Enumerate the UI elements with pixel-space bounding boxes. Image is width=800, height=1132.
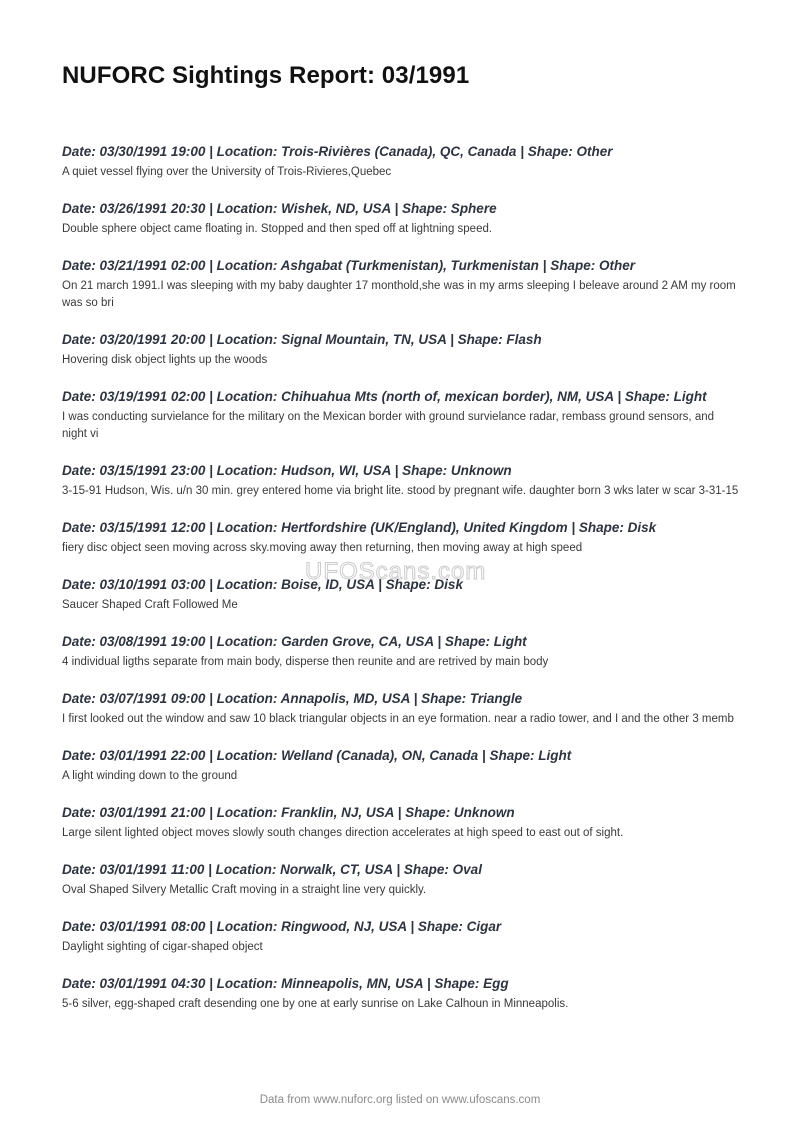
sighting-header: Date: 03/20/1991 20:00 | Location: Signal Mountain, TN, USA | Shape: Flash: [62, 332, 542, 347]
sighting-header: Date: 03/08/1991 19:00 | Location: Garden Grove, CA, USA | Shape: Light: [62, 634, 527, 649]
sighting-entry: [62, 918, 742, 956]
sighting-header: Date: 03/01/1991 04:30 | Location: Minneapolis, MN, USA | Shape: Egg: [62, 976, 509, 991]
watermark: UFOScans.com: [305, 558, 487, 585]
sighting-entry: [62, 519, 742, 557]
sighting-description: 3-15-91 Hudson, Wis. u/n 30 min. grey entered home via bright lite. stood by pregnant wife. daughter born 3 wks later w scar 3-31-15: [62, 485, 739, 497]
sighting-description: A light winding down to the ground: [62, 770, 238, 782]
sighting-header: Date: 03/01/1991 21:00 | Location: Franklin, NJ, USA | Shape: Unknown: [62, 805, 515, 820]
sighting-entry: [62, 975, 742, 1013]
sighting-entry: [62, 576, 742, 614]
sighting-header: Date: 03/21/1991 02:00 | Location: Ashgabat (Turkmenistan), Turkmenistan | Shape: Other: [62, 258, 635, 273]
sighting-header: Date: 03/15/1991 23:00 | Location: Hudson, WI, USA | Shape: Unknown: [62, 463, 512, 478]
sighting-description: On 21 march 1991.I was sleeping with my baby daughter 17 monthold,she was in my arms sleeping I beleave around 2 AM my room was so bri: [62, 280, 736, 309]
sightings-list: [62, 143, 742, 1032]
sighting-entry: [62, 633, 742, 671]
sighting-description: Daylight sighting of cigar-shaped object: [62, 941, 263, 953]
sighting-header: Date: 03/07/1991 09:00 | Location: Annapolis, MD, USA | Shape: Triangle: [62, 691, 523, 706]
sighting-entry: [62, 747, 742, 785]
sighting-entry: [62, 331, 742, 369]
sighting-description: A quiet vessel flying over the University of Trois-Rivieres,Quebec: [62, 166, 392, 178]
sighting-description: Oval Shaped Silvery Metallic Craft moving in a straight line very quickly.: [62, 884, 427, 896]
sighting-description: I was conducting survielance for the military on the Mexican border with ground survielance radar, rembass ground sensors, and night vi: [62, 411, 715, 440]
sighting-description: 4 individual ligths separate from main body, disperse then reunite and are retrived by main body: [62, 656, 549, 668]
sighting-entry: [62, 200, 742, 238]
sighting-header: Date: 03/01/1991 22:00 | Location: Welland (Canada), ON, Canada | Shape: Light: [62, 748, 572, 763]
sighting-entry: [62, 462, 742, 500]
sighting-description: Saucer Shaped Craft Followed Me: [62, 599, 238, 611]
sighting-description: I first looked out the window and saw 10 black triangular objects in an eye formation. near a radio tower, and I and the other 3 memb: [62, 713, 734, 725]
sighting-entry: [62, 804, 742, 842]
sighting-header: Date: 03/01/1991 08:00 | Location: Ringwood, NJ, USA | Shape: Cigar: [62, 919, 502, 934]
sighting-header: Date: 03/15/1991 12:00 | Location: Hertfordshire (UK/England), United Kingdom | Shape: Disk: [62, 520, 657, 535]
sighting-entry: [62, 388, 742, 443]
page-title: NUFORC Sightings Report: 03/1991: [62, 62, 470, 89]
sighting-entry: [62, 257, 742, 312]
sighting-description: Large silent lighted object moves slowly south changes direction accelerates at high speed to east out of sight.: [62, 827, 624, 839]
sighting-description: 5-6 silver, egg-shaped craft desending one by one at early sunrise on Lake Calhoun in Minneapolis.: [62, 998, 569, 1010]
sighting-header: Date: 03/30/1991 19:00 | Location: Trois-Rivières (Canada), QC, Canada | Shape: Other: [62, 144, 613, 159]
sighting-header: Date: 03/19/1991 02:00 | Location: Chihuahua Mts (north of, mexican border), NM, USA | Shape: Light: [62, 389, 707, 404]
sighting-header: Date: 03/10/1991 03:00 | Location: Boise, ID, USA | Shape: Disk: [62, 577, 463, 592]
sighting-description: Double sphere object came floating in. Stopped and then sped off at lightning speed.: [62, 223, 493, 235]
sighting-description: fiery disc object seen moving across sky.moving away then returning, then moving away at high speed: [62, 542, 583, 554]
sighting-header: Date: 03/26/1991 20:30 | Location: Wishek, ND, USA | Shape: Sphere: [62, 201, 497, 216]
sighting-description: Hovering disk object lights up the woods: [62, 354, 268, 366]
sighting-header: Date: 03/01/1991 11:00 | Location: Norwalk, CT, USA | Shape: Oval: [62, 862, 482, 877]
sighting-entry: [62, 690, 742, 728]
sighting-entry: [62, 861, 742, 899]
sighting-entry: [62, 143, 742, 181]
footer-credit: Data from www.nuforc.org listed on www.ufoscans.com: [259, 1094, 541, 1106]
